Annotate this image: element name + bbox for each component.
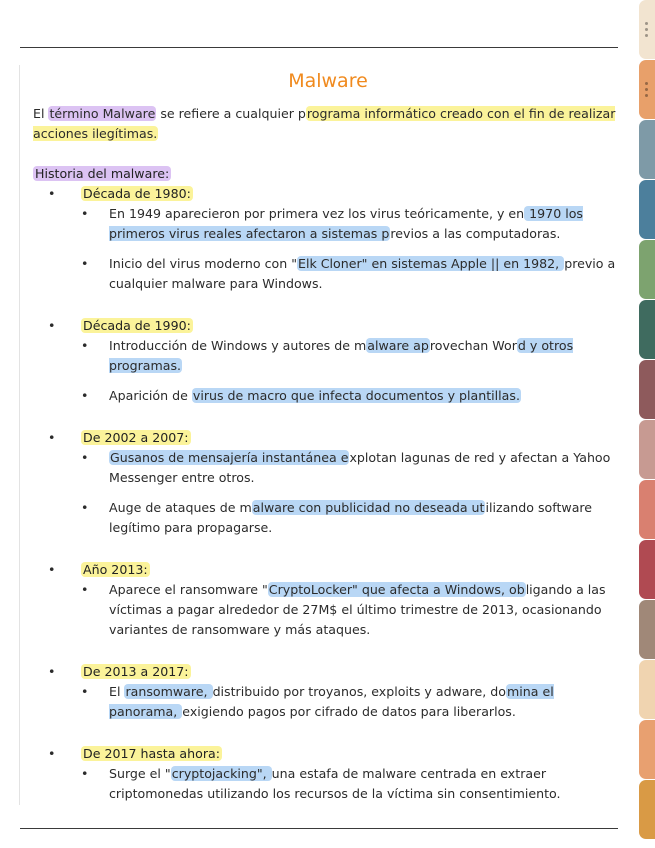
item-text: El [109, 684, 125, 699]
list-item [81, 204, 623, 244]
decade-label: De 2002 a 2007: [83, 430, 189, 445]
bullet-icon: • [48, 746, 56, 761]
item-highlight: d y otros programas. [109, 338, 574, 373]
bullet-icon: • [81, 684, 89, 699]
item-text: Introducción de Windows y autores de m [109, 338, 367, 353]
list-item [81, 448, 623, 488]
decade-item [33, 560, 623, 640]
bullet-icon: • [81, 256, 89, 271]
list-item [81, 580, 623, 640]
item-text: En 1949 aparecieron por primera vez los virus teóricamente, y en [109, 206, 525, 221]
history-heading: Historia del malware: [35, 166, 170, 181]
item-text: exigiendo pagos por cifrado de datos para liberarlos. [182, 704, 516, 719]
item-highlight: Gusanos de mensajería instantánea e [110, 450, 349, 465]
bullet-icon: • [48, 430, 56, 445]
list-item [81, 336, 623, 376]
notebook-tab[interactable] [639, 360, 655, 419]
notebook-tab[interactable] [639, 420, 655, 479]
decade-item [33, 744, 623, 804]
bullet-icon: • [81, 206, 89, 221]
notebook-tab[interactable] [639, 120, 655, 179]
item-highlight: 1970 los primeros virus reales afectaron a sistemas p [109, 206, 583, 241]
item-highlight: Elk Cloner" en sistemas Apple || en 1982, [298, 256, 564, 271]
item-text: Aparece el ransomware " [109, 582, 268, 597]
decade-points [81, 682, 623, 722]
history-section [33, 164, 623, 804]
notebook-tab[interactable] [639, 300, 655, 359]
bottom-divider [20, 828, 618, 829]
note-page [33, 68, 623, 804]
notebook-tab-strip [637, 0, 655, 848]
item-text: distribuido por troyanos, exploits y adware, do [212, 684, 506, 699]
notebook-tab[interactable] [639, 540, 655, 599]
bullet-icon: • [81, 338, 89, 353]
decade-label: De 2013 a 2017: [83, 664, 189, 679]
notebook-tab[interactable] [639, 60, 655, 119]
item-highlight: CryptoLocker" que afecta a Windows, ob [268, 582, 525, 597]
decade-item [33, 316, 623, 406]
list-item [81, 682, 623, 722]
bullet-icon: • [81, 450, 89, 465]
decade-points [81, 204, 623, 294]
decade-points [81, 448, 623, 538]
item-highlight: cryptojacking", [171, 766, 271, 781]
intro-highlight-definition: rograma informático creado con el fin de realizar acciones ilegítimas. [33, 106, 616, 141]
item-highlight: mina el panorama, [109, 684, 554, 719]
decade-item [33, 662, 623, 722]
item-text: Auge de ataques de m [109, 500, 252, 515]
decade-label: Década de 1980: [83, 186, 191, 201]
margin-line [19, 65, 20, 805]
notebook-tab[interactable] [639, 0, 655, 59]
decade-list [33, 184, 623, 804]
notebook-tab[interactable] [639, 480, 655, 539]
list-item [81, 764, 623, 804]
intro-text-2: se refiere a cualquier p [156, 106, 306, 121]
decade-label: Década de 1990: [83, 318, 191, 333]
item-highlight: virus de macro que infecta documentos y plantillas. [192, 388, 520, 403]
item-highlight: alware ap [367, 338, 429, 353]
top-divider [20, 47, 618, 48]
item-highlight: alware con publicidad no deseada ut [252, 500, 485, 515]
item-text: Surge el " [109, 766, 171, 781]
tab-grip-icon [645, 22, 649, 40]
bullet-icon: • [48, 562, 56, 577]
list-item [81, 254, 623, 294]
item-text: ligando a las víctimas a pagar alrededor de 27M$ el último trimestre de 2013, ocasionando variantes de ransomware y más ataques. [109, 582, 606, 637]
notebook-tab[interactable] [639, 720, 655, 779]
notebook-tab[interactable] [639, 180, 655, 239]
bullet-icon: • [48, 186, 56, 201]
item-text: revios a las computadoras. [390, 226, 561, 241]
item-text: una estafa de malware centrada en extraer criptomonedas utilizando los recursos de la víctima sin consentimiento. [109, 766, 561, 801]
list-item [81, 498, 623, 538]
item-text: Inicio del virus moderno con " [109, 256, 298, 271]
item-text: previo a cualquier malware para Windows. [109, 256, 616, 291]
decade-item [33, 428, 623, 538]
decade-points [81, 764, 623, 804]
notebook-tab[interactable] [639, 780, 655, 839]
decade-item [33, 184, 623, 294]
bullet-icon: • [81, 766, 89, 781]
tab-grip-icon [645, 82, 649, 100]
list-item [81, 386, 623, 406]
decade-label: De 2017 hasta ahora: [83, 746, 220, 761]
bullet-icon: • [48, 318, 56, 333]
notebook-tab[interactable] [639, 240, 655, 299]
notebook-tab[interactable] [639, 600, 655, 659]
decade-points [81, 580, 623, 640]
item-text: xplotan lagunas de red y afectan a Yahoo Messenger entre otros. [109, 450, 611, 485]
decade-points [81, 336, 623, 406]
item-highlight: ransomware, [125, 684, 212, 699]
intro-highlight-term: término Malware [49, 106, 156, 121]
notebook-tab[interactable] [639, 660, 655, 719]
item-text: Aparición de [109, 388, 192, 403]
item-text: ilizando software legítimo para propagarse. [109, 500, 593, 535]
item-text: rovechan Wor [429, 338, 517, 353]
intro-text-1: El [33, 106, 49, 121]
bullet-icon: • [81, 388, 89, 403]
bullet-icon: • [48, 664, 56, 679]
decade-label: Año 2013: [83, 562, 148, 577]
bullet-icon: • [81, 500, 89, 515]
intro-paragraph [33, 104, 623, 144]
bullet-icon: • [81, 582, 89, 597]
page-title: Malware [288, 70, 368, 92]
